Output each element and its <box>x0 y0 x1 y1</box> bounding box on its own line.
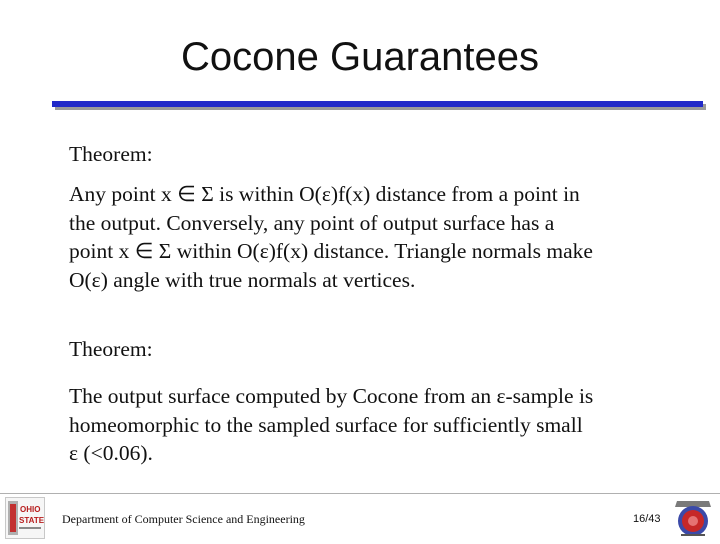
theorem-2-line: The output surface computed by Cocone from an ε-sample is <box>69 384 594 408</box>
footer-department: Department of Computer Science and Engineering <box>62 512 305 526</box>
theorem-1-line: the output. Conversely, any point of output surface has a <box>69 210 555 235</box>
title-rule <box>52 101 703 107</box>
slide-title: Cocone Guarantees <box>180 35 539 79</box>
footer-rule <box>0 493 720 494</box>
theorem-2-body <box>69 382 593 468</box>
department-seal-icon <box>671 497 715 539</box>
logo-text-ohio: OHIO <box>20 505 41 514</box>
theorem-2-line: homeomorphic to the sampled surface for sufficiently small <box>69 412 583 437</box>
theorem-1-line: O(ε) angle with true normals at vertices. <box>69 267 416 292</box>
theorem-1-label: Theorem: <box>69 142 153 166</box>
theorem-2-label: Theorem: <box>69 337 153 361</box>
theorem-2-line: ε (<0.06). <box>69 441 153 465</box>
page-number: 16/43 <box>633 513 661 525</box>
theorem-1-line: point x ∈ Σ within O(ε)f(x) distance. Triangle normals make <box>69 239 593 263</box>
logo-text-state: STATE <box>19 516 44 525</box>
theorem-1-line: Any point x ∈ Σ is within O(ε)f(x) distance from a point in <box>69 182 580 206</box>
ohio-state-logo <box>5 497 45 539</box>
theorem-1-body <box>69 180 593 294</box>
